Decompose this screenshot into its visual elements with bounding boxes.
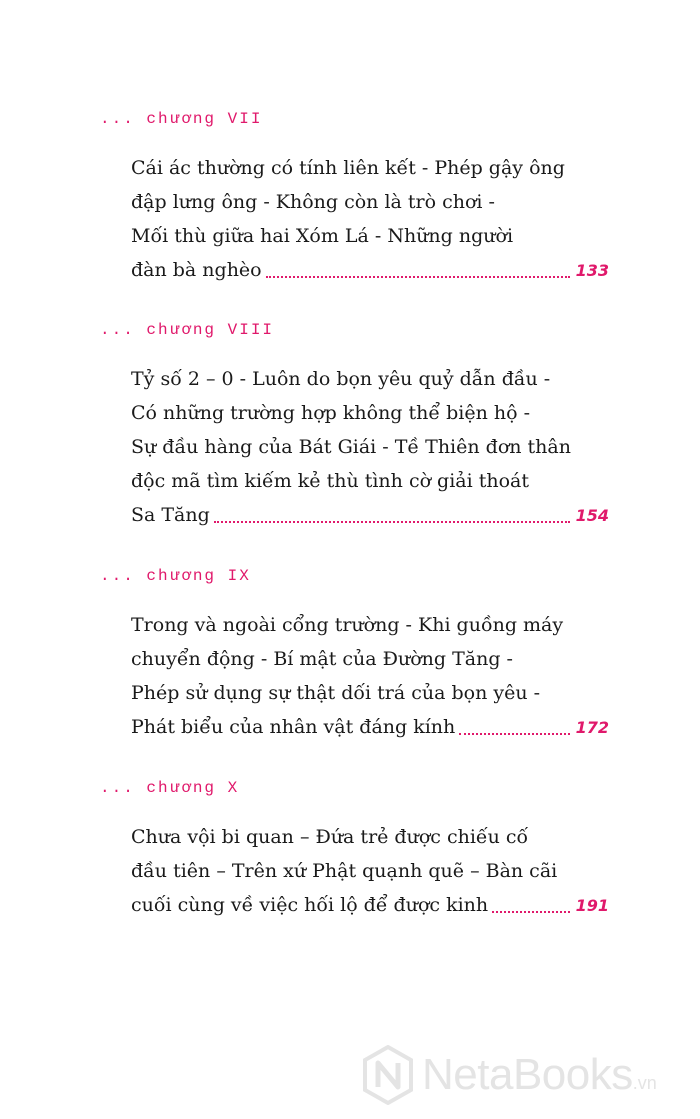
page-number: 191 [575,896,609,915]
chapter-heading: ... chương IX [100,567,251,585]
dot-leader [492,911,569,913]
watermark-tld: .vn [632,1073,657,1093]
chapter-entry[interactable] [131,362,609,532]
entry-line: chuyển động - Bí mật của Đường Tăng - [131,648,513,670]
dot-leader [214,521,570,523]
watermark-brand: NetaBooks [422,1050,633,1099]
entry-line: cuối cùng về việc hối lộ để được kinh [131,894,489,916]
page-number: 154 [575,506,609,525]
entry-line: Cái ác thường có tính liên kết - Phép gậy ông [131,157,565,179]
entry-line: Mối thù giữa hai Xóm Lá - Những người [131,225,514,247]
chapter-vii [100,108,610,281]
page-number: 172 [575,718,609,737]
entry-line: độc mã tìm kiếm kẻ thù tình cờ giải thoát [131,470,530,492]
entry-line: Sa Tăng [131,504,210,526]
entry-last-line [131,710,609,744]
dot-leader [266,276,570,278]
entry-line: đầu tiên – Trên xứ Phật quạnh quẽ – Bàn cãi [131,860,558,882]
chapter-heading: ... chương X [100,779,240,797]
entry-line: đập lưng ông - Không còn là trò chơi - [131,191,495,213]
entry-line: Phát biểu của nhân vật đáng kính [131,716,456,738]
entry-line: đàn bà nghèo [131,259,262,281]
entry-last-line [131,253,609,287]
dot-leader [459,733,569,735]
entry-line: Sự đầu hàng của Bát Giái - Tề Thiên đơn thân [131,436,571,458]
page-number: 133 [575,261,609,280]
chapter-x [100,777,610,916]
entry-last-line [131,888,609,922]
chapter-entry[interactable] [131,151,609,287]
entry-line: Phép sử dụng sự thật dối trá của bọn yêu - [131,682,541,704]
netabooks-logo-icon [362,1045,414,1105]
entry-line: Tỷ số 2 – 0 - Luôn do bọn yêu quỷ dẫn đầu - [131,368,551,390]
chapter-heading: ... chương VIII [100,321,275,339]
netabooks-watermark [362,1040,692,1110]
chapter-heading: ... chương VII [100,110,263,128]
entry-line: Có những trường hợp không thể biện hộ - [131,402,530,424]
entry-last-line [131,498,609,532]
chapter-entry[interactable] [131,608,609,744]
entry-line: Trong và ngoài cổng trường - Khi guồng máy [131,614,564,636]
chapter-ix [100,565,610,738]
entry-line: Chưa vội bi quan – Đứa trẻ được chiếu cố [131,826,529,848]
chapter-viii [100,319,610,526]
chapter-entry[interactable] [131,820,609,922]
